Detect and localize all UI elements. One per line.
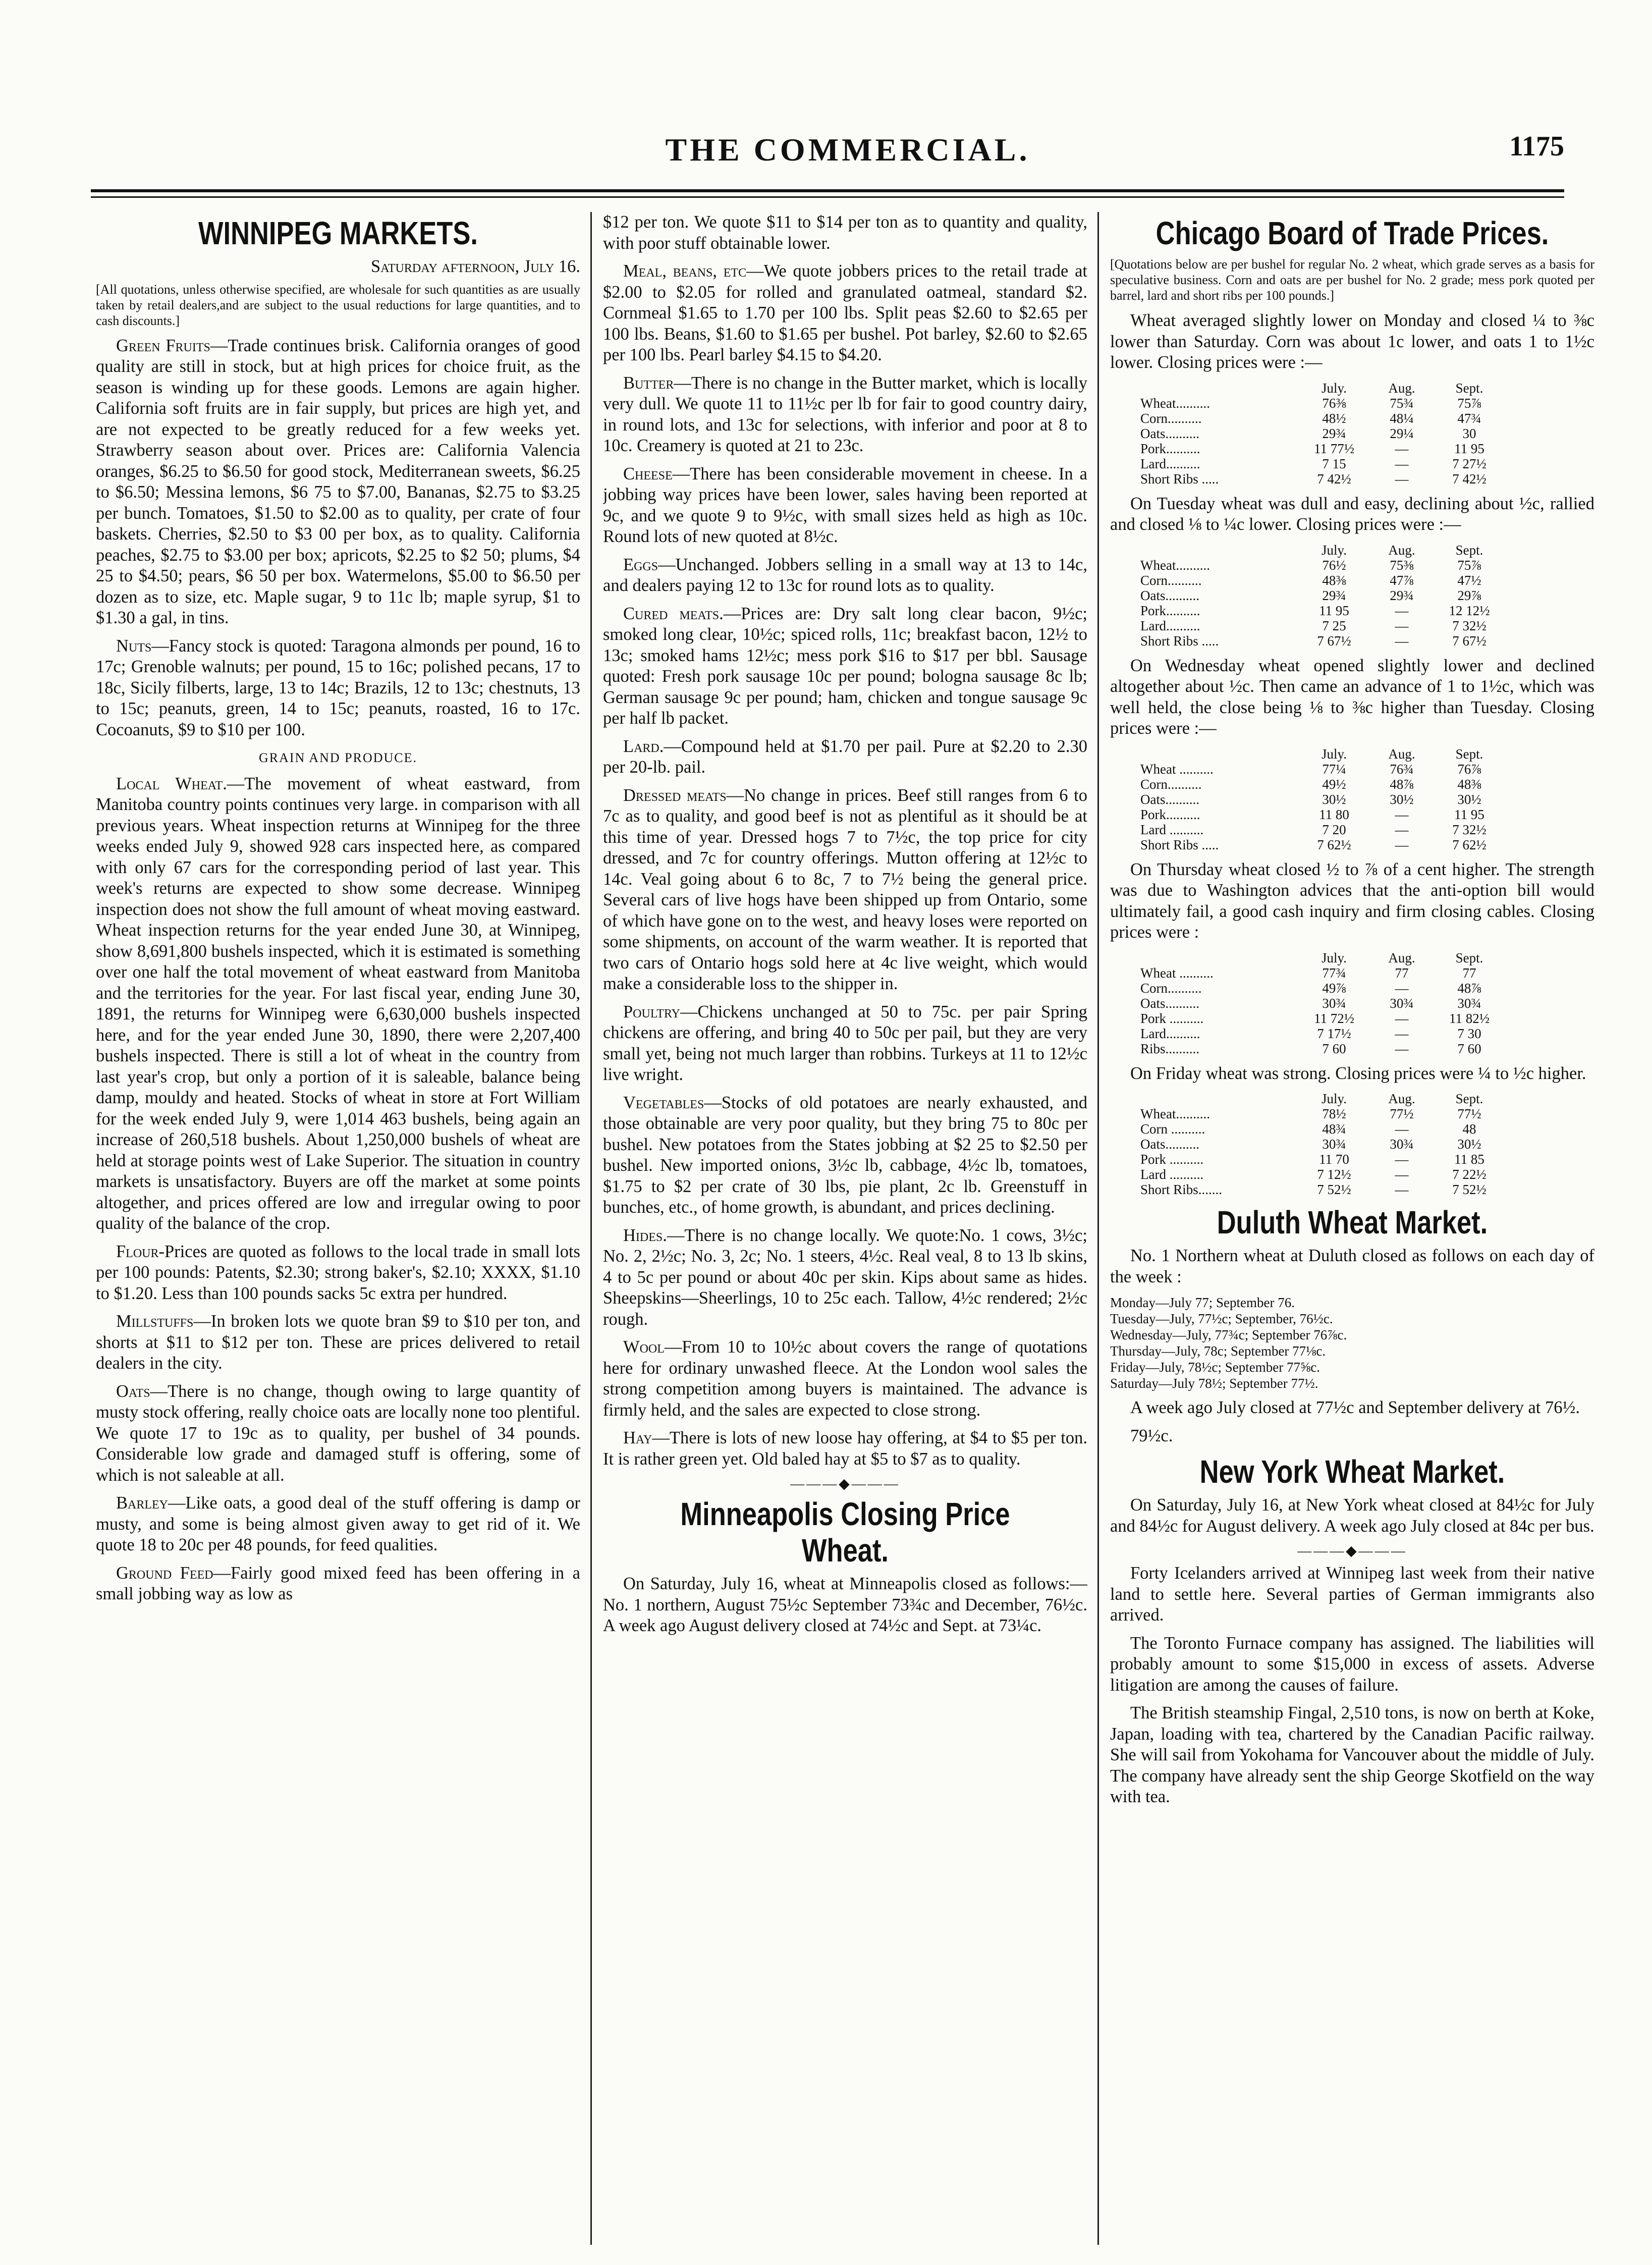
price-cell: — bbox=[1395, 471, 1409, 487]
price-cell: 7 67½ bbox=[1452, 633, 1486, 649]
table-row bbox=[1140, 456, 1507, 471]
run-in-head: Meal, beans, etc bbox=[623, 261, 747, 281]
price-cell: — bbox=[1395, 837, 1409, 852]
price-cell: 7 60 bbox=[1457, 1041, 1481, 1056]
masthead-rule-thin bbox=[91, 196, 1564, 198]
price-cell: 11 77½ bbox=[1314, 441, 1354, 456]
price-cell: 77½ bbox=[1457, 1106, 1481, 1121]
price-cell: 30½ bbox=[1457, 1137, 1481, 1152]
market-paragraph bbox=[603, 373, 1087, 457]
price-table bbox=[1140, 746, 1507, 852]
run-in-head: Millstuffs bbox=[116, 1312, 194, 1331]
table-row bbox=[1140, 1167, 1507, 1182]
commodity-label: Lard.......... bbox=[1140, 1026, 1200, 1041]
price-cell: 7 20 bbox=[1322, 822, 1346, 837]
table-row bbox=[1140, 573, 1507, 588]
table-row bbox=[1140, 777, 1507, 792]
news-paragraph: The British steamship Fingal, 2,510 tons, is now on berth at Koke, Japan, loading with tea, chartered by the Canadian Pacific railway. She will sail from Yokohama for Vancouver about the middle of July. The company have already sent the ship George Skotfield on the way with tea. bbox=[1110, 1703, 1594, 1806]
paragraph-text: .—Compound held at $1.70 per pail. Pure at $2.20 to 2.30 per 20-lb. pail. bbox=[603, 736, 1087, 777]
paragraph-text: —There is no change in the Butter market, which is locally very dull. We quote 11 to 11½c per lb for fair to good country dairy, in round lots, and 13c for selections, with inferior and poor at 8 to 10c. Creamery is quoted at 21 to 23c. bbox=[603, 373, 1087, 455]
price-cell: 30¾ bbox=[1457, 995, 1481, 1011]
page-number: 1175 bbox=[1509, 131, 1564, 162]
table-header-cell: Sept. bbox=[1455, 1091, 1483, 1106]
commodity-label: Oats.......... bbox=[1140, 791, 1199, 807]
commodity-label: Corn.......... bbox=[1140, 980, 1202, 996]
market-paragraph bbox=[96, 1563, 580, 1605]
commodity-label: Corn.......... bbox=[1140, 410, 1202, 426]
market-paragraph bbox=[96, 636, 580, 741]
price-cell: 75⅞ bbox=[1457, 395, 1481, 411]
table-row bbox=[1140, 837, 1507, 852]
commodity-label: Lard .......... bbox=[1140, 822, 1204, 837]
price-cell: — bbox=[1395, 1152, 1409, 1167]
commodity-label: Pork.......... bbox=[1140, 603, 1200, 618]
price-cell: 11 85 bbox=[1454, 1152, 1484, 1167]
run-in-head: Dressed meats bbox=[623, 785, 727, 805]
table-header-cell: July. bbox=[1321, 1091, 1347, 1106]
commodity-label: Pork .......... bbox=[1140, 1152, 1204, 1167]
commodity-label: Short Ribs ..... bbox=[1140, 837, 1219, 852]
price-cell: 11 80 bbox=[1319, 806, 1349, 822]
table-row bbox=[1140, 618, 1507, 633]
market-paragraph bbox=[96, 1381, 580, 1486]
run-in-head: Green Fruits bbox=[116, 336, 210, 355]
list-item: Saturday—July 78½; September 77½. bbox=[1110, 1376, 1318, 1391]
subheading: GRAIN AND PRODUCE. bbox=[258, 750, 418, 765]
column-1 bbox=[96, 212, 580, 2245]
quotation-note: [All quotations, unless otherwise specified, are wholesale for such quantities as are usually taken by retail dealers,and are subject to the usual reductions for large quantities, and to cash discounts.] bbox=[96, 282, 580, 328]
market-paragraph bbox=[96, 774, 580, 1234]
price-cell: — bbox=[1395, 618, 1409, 633]
price-cell: 29¾ bbox=[1322, 587, 1346, 603]
commodity-label: Oats.......... bbox=[1140, 995, 1199, 1011]
column-divider bbox=[1097, 212, 1099, 2245]
table-header-cell: Aug. bbox=[1388, 380, 1415, 396]
table-header-cell bbox=[1140, 381, 1304, 396]
commodity-label: Corn.......... bbox=[1140, 572, 1202, 588]
section-heading: Minneapolis Closing Price Wheat. bbox=[680, 1496, 1010, 1569]
price-table bbox=[1140, 950, 1507, 1056]
commodity-label: Pork .......... bbox=[1140, 1010, 1204, 1026]
table-header-cell: July. bbox=[1321, 380, 1347, 396]
paragraph-text: —Like oats, a good deal of the stuff offering is damp or musty, and some is being almost given away to get rid of it. We quote 18 to 20c per 48 pounds, for feed qualities. bbox=[96, 1493, 580, 1554]
price-cell: 11 95 bbox=[1454, 441, 1484, 456]
commodity-label: Wheat.......... bbox=[1140, 1106, 1210, 1121]
table-header-cell: Sept. bbox=[1455, 542, 1483, 558]
run-in-head: Oats bbox=[116, 1381, 150, 1401]
run-in-head: Barley bbox=[116, 1493, 169, 1513]
market-paragraph bbox=[603, 1337, 1087, 1421]
price-cell: — bbox=[1395, 822, 1409, 837]
price-cell: 29⅞ bbox=[1457, 587, 1481, 603]
price-cell: 77½ bbox=[1390, 1106, 1414, 1121]
market-paragraph: On Saturday, July 16, wheat at Minneapolis closed as follows:—No. 1 northern, August 75½c September 73¾c and December, 76½c. A week ago August delivery closed at 74½c and Sept. at 73¼c. bbox=[603, 1574, 1087, 1635]
market-paragraph: On Wednesday wheat opened slightly lower and declined altogether about ½c. Then came an advance of 1 to 1½c, which was well held, the close being ⅛ to ⅜c higher than Tuesday. Closing prices were :— bbox=[1110, 656, 1594, 738]
price-cell: 76½ bbox=[1322, 557, 1346, 573]
price-cell: 7 30 bbox=[1457, 1026, 1481, 1041]
price-cell: 30¾ bbox=[1390, 995, 1414, 1011]
price-cell: 29¾ bbox=[1390, 587, 1414, 603]
table-row bbox=[1140, 792, 1507, 807]
price-cell: 7 42½ bbox=[1452, 471, 1486, 487]
price-cell: — bbox=[1395, 1026, 1409, 1041]
market-paragraph: No. 1 Northern wheat at Duluth closed as follows on each day of the week : bbox=[1110, 1246, 1594, 1286]
commodity-label: Short Ribs ..... bbox=[1140, 471, 1219, 487]
ornament-rule: ———◆——— bbox=[790, 1476, 900, 1492]
price-cell: 29¼ bbox=[1390, 425, 1414, 441]
market-paragraph bbox=[603, 1428, 1087, 1470]
table-row bbox=[1140, 1137, 1507, 1152]
price-table bbox=[1140, 543, 1507, 649]
price-cell: — bbox=[1395, 1182, 1409, 1197]
market-paragraph bbox=[603, 1225, 1087, 1330]
price-cell: 48⅞ bbox=[1457, 980, 1481, 996]
table-header-row bbox=[1140, 950, 1507, 965]
price-cell: — bbox=[1395, 1010, 1409, 1026]
table-row bbox=[1140, 762, 1507, 777]
run-in-head: Local Wheat bbox=[116, 774, 223, 793]
price-table bbox=[1140, 1091, 1507, 1197]
commodity-label: Short Ribs....... bbox=[1140, 1182, 1223, 1197]
market-paragraph bbox=[96, 336, 580, 629]
price-cell: 77¾ bbox=[1322, 965, 1346, 981]
price-cell: 12 12½ bbox=[1449, 603, 1490, 618]
price-cell: 48¾ bbox=[1322, 1121, 1346, 1137]
price-cell: 7 32½ bbox=[1452, 618, 1486, 633]
paragraph-text: —Fancy stock is quoted: Taragona almonds per pound, 16 to 17c; Grenoble walnuts; per pound, 15 to 16c; polished pecans, 17 to 18c, Sicily filberts, large, 13 to 14c; Brazils, 12 to 13c; chestnuts, 13 to 15c; peanuts, green, 14 to 15c; peanuts, roasted, 16 to 17c. Cocoanuts, $9 to $10 per 100. bbox=[96, 636, 580, 739]
commodity-label: Oats.......... bbox=[1140, 1137, 1199, 1152]
price-cell: 48½ bbox=[1322, 410, 1346, 426]
table-row bbox=[1140, 426, 1507, 441]
price-cell: 76¾ bbox=[1390, 761, 1414, 777]
list-item: Thursday—July, 78c; September 77⅛c. bbox=[1110, 1343, 1326, 1359]
price-cell: 48⅞ bbox=[1390, 776, 1414, 792]
price-cell: 49½ bbox=[1322, 776, 1346, 792]
price-cell: 7 27½ bbox=[1452, 456, 1486, 471]
market-paragraph bbox=[603, 555, 1087, 597]
market-paragraph bbox=[96, 1311, 580, 1374]
table-header-cell: Sept. bbox=[1455, 746, 1483, 762]
price-cell: 77 bbox=[1395, 965, 1409, 981]
price-cell: — bbox=[1395, 633, 1409, 649]
table-row bbox=[1140, 1041, 1507, 1056]
commodity-label: Lard .......... bbox=[1140, 1167, 1204, 1182]
price-cell: 7 60 bbox=[1322, 1041, 1346, 1056]
paragraph-text: —There is no change, though owing to large quantity of musty stock offering, really choice oats are locally none too plentiful. We quote 17 to 19c as to quality, per bushel of 34 pounds. Considerable low grade and damaged stuff is offering, some of which is not saleable at all. bbox=[96, 1381, 580, 1485]
price-cell: 47⅞ bbox=[1390, 572, 1414, 588]
list-item: Wednesday—July, 77¾c; September 76⅞c. bbox=[1110, 1327, 1347, 1342]
price-cell: 76⅞ bbox=[1457, 761, 1481, 777]
commodity-label: Lard.......... bbox=[1140, 456, 1200, 471]
market-paragraph: 79½c. bbox=[1130, 1426, 1173, 1445]
table-row bbox=[1140, 1026, 1507, 1041]
price-cell: 48⅜ bbox=[1457, 776, 1481, 792]
paragraph-text: —In broken lots we quote bran $9 to $10 per ton, and shorts at $11 to $12 per ton. These are prices delivered to retail dealers in the city. bbox=[96, 1312, 580, 1373]
price-cell: 30¾ bbox=[1322, 1137, 1346, 1152]
newspaper-title: THE COMMERCIAL. bbox=[665, 132, 1030, 168]
price-cell: 47¾ bbox=[1457, 410, 1481, 426]
table-row bbox=[1140, 1106, 1507, 1121]
price-cell: 30½ bbox=[1457, 791, 1481, 807]
price-cell: 7 22½ bbox=[1452, 1167, 1486, 1182]
price-cell: 7 62½ bbox=[1452, 837, 1486, 852]
table-header-row bbox=[1140, 381, 1507, 396]
price-cell: — bbox=[1395, 441, 1409, 456]
table-header-cell bbox=[1140, 543, 1304, 558]
table-row bbox=[1140, 1011, 1507, 1026]
run-in-head: Butter bbox=[623, 373, 674, 393]
price-cell: 30½ bbox=[1390, 791, 1414, 807]
run-in-head: Lard bbox=[623, 736, 659, 756]
paragraph-text: —From 10 to 10½c about covers the range of quotations here for ordinary unwashed fleece. At the London wool sales the strong competition among buyers is maintained. The advance is firmly held, and the sales are expected to close strong. bbox=[603, 1337, 1087, 1420]
run-in-head: Ground Feed bbox=[116, 1563, 213, 1583]
price-cell: 30¾ bbox=[1322, 995, 1346, 1011]
price-cell: 7 12½ bbox=[1317, 1167, 1351, 1182]
market-paragraph: On Tuesday wheat was dull and easy, declining about ½c, rallied and closed ⅛ to ¼c lower. Closing prices were :— bbox=[1110, 494, 1594, 534]
market-paragraph: On Thursday wheat closed ½ to ⅞ of a cent higher. The strength was due to Washington advices that the anti-option bill would ultimately fail, a good cash inquiry and firm closing cables. Closing prices were : bbox=[1110, 859, 1594, 942]
news-paragraph: Forty Icelanders arrived at Winnipeg last week from their native land to settle here. Several parties of German immigrants also arrived. bbox=[1110, 1563, 1594, 1625]
run-in-head: Poultry bbox=[623, 1002, 680, 1021]
price-cell: 75⅞ bbox=[1457, 557, 1481, 573]
duluth-daily-list bbox=[1110, 1295, 1594, 1391]
table-row bbox=[1140, 1182, 1507, 1197]
table-row bbox=[1140, 471, 1507, 487]
paragraph-text: —Trade continues brisk. California oranges of good quality are still in stock, but at high prices for choice fruit, as the season is winding up for these goods. Lemons are again higher. California soft fruits are in fair supply, but prices are high yet, and are not expected to be greatly reduced for a few weeks yet. Strawberry season about over. Prices are: California Valencia oranges, $6.25 to $6.50 for good stock, Mediterranean sweets, $6.25 to $6.50; Messina lemons, $6 75 to $7.00, Bananas, $2.75 to $3.25 per bunch. Tomatoes, $1.50 to $2.00 as to quality, per crate of four baskets. Cherries, $2.50 to $3 00 per box, as to quality. California peaches, $2.75 to $3.00 per box; apricots, $2.25 to $2 50; plums, $4 25 to $4.50; pears, $6 50 per box. Watermelons, $5.00 to $6.50 per dozen as to size, etc. Maple sugar, 9 to 11c lb; maple syrup, $1 to $1.30 a gal, in tins. bbox=[96, 336, 580, 627]
table-header-cell: July. bbox=[1321, 746, 1347, 762]
run-in-head: Cheese bbox=[623, 464, 673, 483]
price-cell: 11 70 bbox=[1319, 1152, 1349, 1167]
table-header-cell: July. bbox=[1321, 950, 1347, 965]
price-cell: 77 bbox=[1462, 965, 1476, 981]
commodity-label: Corn.......... bbox=[1140, 776, 1202, 792]
price-cell: 11 82½ bbox=[1449, 1010, 1490, 1026]
price-cell: 7 32½ bbox=[1452, 822, 1486, 837]
paragraph-text: —We quote jobbers prices to the retail trade at $2.00 to $2.05 for rolled and granulated oatmeal, standard $2. Cornmeal $1.65 to 1.70 per 100 lbs. Split peas $2.60 to $2.65 per 100 lbs. Beans, $1.60 to $1.65 per bushel. Pot barley, $2.60 to $2.65 per 100 lbs. Pearl barley $4.15 to $4.20. bbox=[603, 261, 1087, 364]
price-cell: 30¾ bbox=[1390, 1137, 1414, 1152]
run-in-head: Wool bbox=[623, 1337, 665, 1357]
price-cell: 30½ bbox=[1322, 791, 1346, 807]
table-row bbox=[1140, 441, 1507, 456]
paragraph-text: .—The movement of wheat eastward, from Manitoba country points continues very large. in comparison with all previous years. Wheat inspection returns at Winnipeg for the three weeks ended July 9, showed 928 cars inspected here, as compared with only 67 cars for the corresponding period of last year. This week's returns are expected to show some decrease. Winnipeg inspection does not show the full amount of wheat moving eastward. Wheat inspection returns for the year ended June 30, at Winnipeg, show 8,691,800 bushels inspected, which it is estimated is something over one half the total movement of wheat eastward from Manitoba and the territories for the year. For last fiscal year, ending June 30, 1891, the returns for Winnipeg were 6,630,000 bushels inspected here, and for the year ended June 30, 1890, there were 2,207,400 bushels inspected. There is still a lot of wheat in the country from last year's crop, but only a portion of it is saleable, balance being damp, mouldy and heated. Stocks of wheat in store at Fort William for the week ended July 9, were 1,014 463 bushels, being again an increase of 260,518 bushels. About 1,250,000 bushels of wheat are held at storage points west of Lake Superior. The situation in country markets is unsatisfactory. Buyers are off the market at some points altogether, and prices offered are low and irregular owing to poor quality of the balance of the crop. bbox=[96, 774, 580, 1233]
table-row bbox=[1140, 411, 1507, 426]
price-cell: 7 25 bbox=[1322, 618, 1346, 633]
column-3 bbox=[1110, 212, 1594, 2245]
commodity-label: Ribs.......... bbox=[1140, 1041, 1200, 1056]
commodity-label: Short Ribs ..... bbox=[1140, 633, 1219, 649]
table-header-cell bbox=[1140, 1091, 1304, 1106]
price-cell: 7 42½ bbox=[1317, 471, 1351, 487]
table-header-cell: Sept. bbox=[1455, 950, 1483, 965]
quotation-note: [Quotations below are per bushel for regular No. 2 wheat, which grade serves as a basis for speculative business. Corn and oats are per bushel for No. 2 grade; mess pork quoted per barrel, lard and short ribs per 100 pounds.] bbox=[1110, 257, 1594, 303]
table-header-row bbox=[1140, 543, 1507, 558]
table-row bbox=[1140, 981, 1507, 996]
section-heading: Duluth Wheat Market. bbox=[1217, 1204, 1488, 1241]
table-header-cell: July. bbox=[1321, 542, 1347, 558]
commodity-label: Pork.......... bbox=[1140, 441, 1200, 456]
market-paragraph: On Friday wheat was strong. Closing prices were ¼ to ½c higher. bbox=[1130, 1063, 1586, 1083]
market-paragraph bbox=[603, 261, 1087, 366]
table-row bbox=[1140, 996, 1507, 1011]
table-row bbox=[1140, 396, 1507, 411]
run-in-head: Nuts bbox=[116, 636, 152, 656]
table-header-cell bbox=[1140, 746, 1304, 762]
price-cell: 7 62½ bbox=[1317, 837, 1351, 852]
market-paragraph bbox=[603, 736, 1087, 778]
price-cell: 48 bbox=[1462, 1121, 1476, 1137]
paragraph-text: —Stocks of old potatoes are nearly exhausted, and those obtainable are very poor quality, but they bring 75 to 80c per bushel. New potatoes from the States jobbing at $2 25 to $2.50 per bushel. New imported onions, 3½c lb, cabbage, 4½c lb, tomatoes, $1.75 to $2 per crate of 30 lbs, pie plant, 2c lb. Greenstuff in bunches, etc., of home growth, is abundant, and prices declining. bbox=[603, 1093, 1087, 1217]
list-item: Tuesday—July, 77½c; September, 76½c. bbox=[1110, 1311, 1333, 1326]
run-in-head: Eggs bbox=[623, 555, 658, 574]
news-paragraph: The Toronto Furnace company has assigned. The liabilities will probably amount to some $15,000 in excess of assets. Adverse litigation are among the causes of failure. bbox=[1110, 1633, 1594, 1695]
price-table bbox=[1140, 381, 1507, 487]
market-paragraph bbox=[603, 604, 1087, 729]
market-paragraph: A week ago July closed at 77½c and September delivery at 76½. bbox=[1130, 1398, 1580, 1417]
table-header-cell: Aug. bbox=[1388, 542, 1415, 558]
ornament-rule: ———◆——— bbox=[1297, 1543, 1407, 1559]
price-cell: — bbox=[1395, 1167, 1409, 1182]
paragraph-text: —Chickens unchanged at 50 to 75c. per pair Spring chickens are offering, and bring 40 to 50c per pail, but they are very small yet, being not much larger than robbins. Turkeys at 11 to 12½c live wright. bbox=[603, 1002, 1087, 1084]
commodity-label: Wheat .......... bbox=[1140, 965, 1214, 981]
market-paragraph bbox=[603, 1002, 1087, 1086]
price-cell: 47½ bbox=[1457, 572, 1481, 588]
market-paragraph: Wheat averaged slightly lower on Monday and closed ¼ to ⅜c lower than Saturday. Corn was about 1c lower, and oats 1 to 1½c lower. Closing prices were :— bbox=[1110, 311, 1594, 372]
price-cell: 78½ bbox=[1322, 1106, 1346, 1121]
masthead-rule-thick bbox=[91, 189, 1564, 192]
list-item: Monday—July 77; September 76. bbox=[1110, 1295, 1295, 1310]
commodity-label: Corn .......... bbox=[1140, 1121, 1205, 1137]
paragraph-text: —There has been considerable movement in cheese. In a jobbing way prices have been lower, sales having been reported at 9c, and we quote 9 to 9½c, with small sizes held as high as 10c. Round lots of new quoted at 8½c. bbox=[603, 464, 1087, 546]
section-heading: WINNIPEG MARKETS. bbox=[198, 215, 478, 251]
price-cell: — bbox=[1395, 456, 1409, 471]
table-row bbox=[1140, 807, 1507, 822]
list-item: Friday—July, 78½c; September 77⅝c. bbox=[1110, 1360, 1320, 1375]
paragraph-text: —There is lots of new loose hay offering, at $4 to $5 per ton. It is rather green yet. Old baled hay at $5 to $7 as to quality. bbox=[603, 1428, 1087, 1469]
price-cell: 11 95 bbox=[1454, 806, 1484, 822]
table-row bbox=[1140, 603, 1507, 618]
table-header-cell bbox=[1140, 950, 1304, 965]
commodity-label: Oats.......... bbox=[1140, 425, 1199, 441]
run-in-head: Cured meats bbox=[623, 604, 720, 623]
market-paragraph bbox=[96, 1242, 580, 1305]
run-in-head: Hides bbox=[623, 1225, 663, 1245]
price-cell: 11 72½ bbox=[1314, 1010, 1354, 1026]
table-header-cell: Aug. bbox=[1388, 950, 1415, 965]
paragraph-text: —Fairly good mixed feed has been offering in a small jobbing way as low as bbox=[96, 1563, 580, 1603]
price-cell: — bbox=[1395, 1121, 1409, 1137]
market-paragraph: On Saturday, July 16, at New York wheat closed at 84½c for July and 84½c for August delivery. A week ago July closed at 84c per bus. bbox=[1110, 1495, 1594, 1536]
price-cell: 48⅜ bbox=[1322, 572, 1346, 588]
table-header-row bbox=[1140, 746, 1507, 762]
table-row bbox=[1140, 588, 1507, 603]
table-header-cell: Aug. bbox=[1388, 1091, 1415, 1106]
table-row bbox=[1140, 1121, 1507, 1137]
commodity-label: Pork.......... bbox=[1140, 806, 1200, 822]
price-cell: — bbox=[1395, 806, 1409, 822]
commodity-label: Oats.......... bbox=[1140, 587, 1199, 603]
section-heading: Chicago Board of Trade Prices. bbox=[1155, 215, 1549, 251]
price-cell: 75⅜ bbox=[1390, 557, 1414, 573]
price-cell: 76⅜ bbox=[1322, 395, 1346, 411]
paragraph-text: —No change in prices. Beef still ranges from 6 to 7c as to quality, and good beef is not as plentiful as it should be at this time of year. Dressed hogs 7 to 7½c, the top price for city dressed, and 7c for country offerings. Mutton offering at 12½c to 14c. Veal going about 6 to 8c, 7 to 7½ being the general price. Several cars of live hogs have been shipped up from Ontario, some of which have gone on to the west, and heavy loses were reported on some shipments, on account of the warm weather. It is reported that two cars of Ontario hogs sold here at 4c live weight, which would make a considerable loss to the shipper in. bbox=[603, 785, 1087, 993]
price-cell: 7 52½ bbox=[1452, 1182, 1486, 1197]
commodity-label: Wheat.......... bbox=[1140, 395, 1210, 411]
commodity-label: Wheat .......... bbox=[1140, 761, 1214, 777]
price-cell: 7 67½ bbox=[1317, 633, 1351, 649]
market-paragraph bbox=[603, 464, 1087, 548]
price-cell: 75¾ bbox=[1390, 395, 1414, 411]
table-row bbox=[1140, 965, 1507, 981]
run-in-head: Vegetables bbox=[623, 1093, 704, 1112]
price-cell: 7 15 bbox=[1322, 456, 1346, 471]
price-cell: 48¼ bbox=[1390, 410, 1414, 426]
price-cell: 7 17½ bbox=[1317, 1026, 1351, 1041]
column-divider bbox=[590, 212, 592, 2245]
table-header-cell: Aug. bbox=[1388, 746, 1415, 762]
section-heading: New York Wheat Market. bbox=[1199, 1453, 1505, 1490]
table-header-row bbox=[1140, 1091, 1507, 1106]
price-cell: 11 95 bbox=[1319, 603, 1349, 618]
market-paragraph: $12 per ton. We quote $11 to $14 per ton as to quantity and quality, with poor stuff obtainable lower. bbox=[603, 212, 1087, 253]
paragraph-text: .—Prices are: Dry salt long clear bacon, 9½c; smoked long clear, 10½c; spiced rolls, 11c; breakfast bacon, 12½ to 13c; smoked hams 12½c; mess pork $16 to $17 per bbl. Sausage quoted: Fresh pork sausage 10c per pound; bologna sausage 8c lb; German sausage 9c per pound; ham, chicken and tongue sausage 9c per half lb packet. bbox=[603, 604, 1087, 728]
commodity-label: Lard.......... bbox=[1140, 618, 1200, 633]
paragraph-text: .—There is no change locally. We quote:No. 1 cows, 3½c; No. 2, 2½c; No. 3, 2c; No. 1 steers, 4½c. Real veal, 8 to 13 lb skins, 4 to 5c per pound or about 40c per skin. Kips about same as hides. Sheepskins—Sheerlings, 10 to 25c each. Tallow, 4½c rendered; 2½c rough. bbox=[603, 1225, 1087, 1329]
price-cell: — bbox=[1395, 980, 1409, 996]
price-cell: 7 52½ bbox=[1317, 1182, 1351, 1197]
run-in-head: Hay bbox=[623, 1428, 652, 1447]
price-cell: — bbox=[1395, 603, 1409, 618]
paragraph-text: -Prices are quoted as follows to the local trade in small lots per 100 pounds: Patents, $2.30; strong baker's, $2.10; XXXX, $1.10 to $1.20. Less than 100 pounds sacks 5c extra per hundred. bbox=[96, 1242, 580, 1303]
price-cell: 49⅞ bbox=[1322, 980, 1346, 996]
table-row bbox=[1140, 633, 1507, 649]
dateline: Saturday afternoon, July 16. bbox=[371, 257, 580, 276]
table-row bbox=[1140, 822, 1507, 837]
price-cell: 29¾ bbox=[1322, 425, 1346, 441]
market-paragraph bbox=[603, 1093, 1087, 1218]
market-paragraph bbox=[603, 785, 1087, 995]
table-row bbox=[1140, 558, 1507, 573]
masthead bbox=[91, 126, 1564, 187]
paragraph-text: —Unchanged. Jobbers selling in a small way at 13 to 14c, and dealers paying 12 to 13c for round lots as to quality. bbox=[603, 555, 1087, 595]
price-cell: 30 bbox=[1462, 425, 1476, 441]
market-paragraph bbox=[96, 1493, 580, 1556]
price-cell: 77¼ bbox=[1322, 761, 1346, 777]
table-row bbox=[1140, 1152, 1507, 1167]
table-header-cell: Sept. bbox=[1455, 380, 1483, 396]
run-in-head: Flour bbox=[116, 1242, 159, 1261]
column-2 bbox=[603, 212, 1087, 2245]
price-cell: — bbox=[1395, 1041, 1409, 1056]
commodity-label: Wheat.......... bbox=[1140, 557, 1210, 573]
